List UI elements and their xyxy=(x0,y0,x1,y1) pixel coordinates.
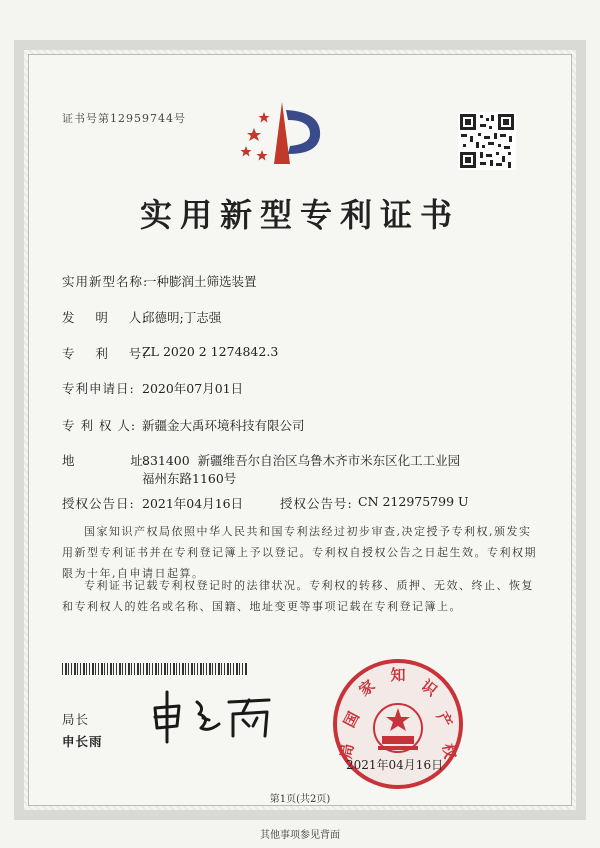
grant-date-label: 授权公告日: xyxy=(62,496,135,511)
grant-number-value: CN 212975799 U xyxy=(358,494,469,509)
grant-date-value: 2021年04月16日 xyxy=(142,496,244,511)
address-label: 地 址: xyxy=(62,453,149,468)
filing-date-value: 2020年07月01日 xyxy=(142,381,244,396)
signature-title: 局长 xyxy=(62,712,90,727)
svg-text:产: 产 xyxy=(432,708,456,731)
inventor-value: 邱德明;丁志强 xyxy=(142,310,222,325)
back-note: 其他事项参见背面 xyxy=(260,830,340,841)
svg-text:识: 识 xyxy=(417,676,441,700)
svg-text:国: 国 xyxy=(340,708,364,731)
qr-code xyxy=(458,112,516,170)
certificate-number: 证书号第12959744号 xyxy=(62,112,186,125)
address-line-2: 福州东路1160号 xyxy=(142,471,237,486)
svg-text:知: 知 xyxy=(390,666,406,684)
patent-office-logo xyxy=(240,98,330,170)
barcode xyxy=(62,663,247,675)
svg-text:局: 局 xyxy=(336,742,358,761)
svg-text:家: 家 xyxy=(355,676,379,700)
name-value: 一种膨润土筛选装置 xyxy=(144,274,257,289)
svg-text:权: 权 xyxy=(438,742,460,761)
seal-date: 2021年04月16日 xyxy=(346,758,444,772)
grant-number-label: 授权公告号: xyxy=(280,496,353,511)
paragraph-legal: 专利证书记载专利权登记时的法律状况。专利权的转移、质押、无效、终止、恢复和专利权人的姓名或名称、国籍、地址变更等事项记载在专利登记簿上。 xyxy=(62,579,534,613)
page-number: 第1页(共2页) xyxy=(269,794,331,805)
certificate-title: 实用新型专利证书 xyxy=(139,196,460,234)
patentee-value: 新疆金大禹环境科技有限公司 xyxy=(142,418,305,433)
patent-number-value: ZL 2020 2 1274842.3 xyxy=(142,344,279,359)
signature-name: 申长雨 xyxy=(62,734,103,749)
name-label: 实用新型名称: xyxy=(62,274,149,289)
address-line-1: 831400 新疆维吾尔自治区乌鲁木齐市米东区化工工业园 xyxy=(142,453,461,468)
paragraph-grant: 国家知识产权局依照中华人民共和国专利法经过初步审查,决定授予专利权,颁发实用新型专利证书并在专利登记簿上予以登记。专利权自授权公告之日起生效。专利权期限为十年,自申请日起算。 xyxy=(62,525,537,580)
patentee-label: 专 利 权 人: xyxy=(62,418,137,433)
patent-number-label: 专 利 号: xyxy=(62,346,148,361)
inventor-label: 发 明 人: xyxy=(62,310,148,325)
handwritten-signature xyxy=(145,688,285,744)
filing-date-label: 专利申请日: xyxy=(62,381,135,396)
